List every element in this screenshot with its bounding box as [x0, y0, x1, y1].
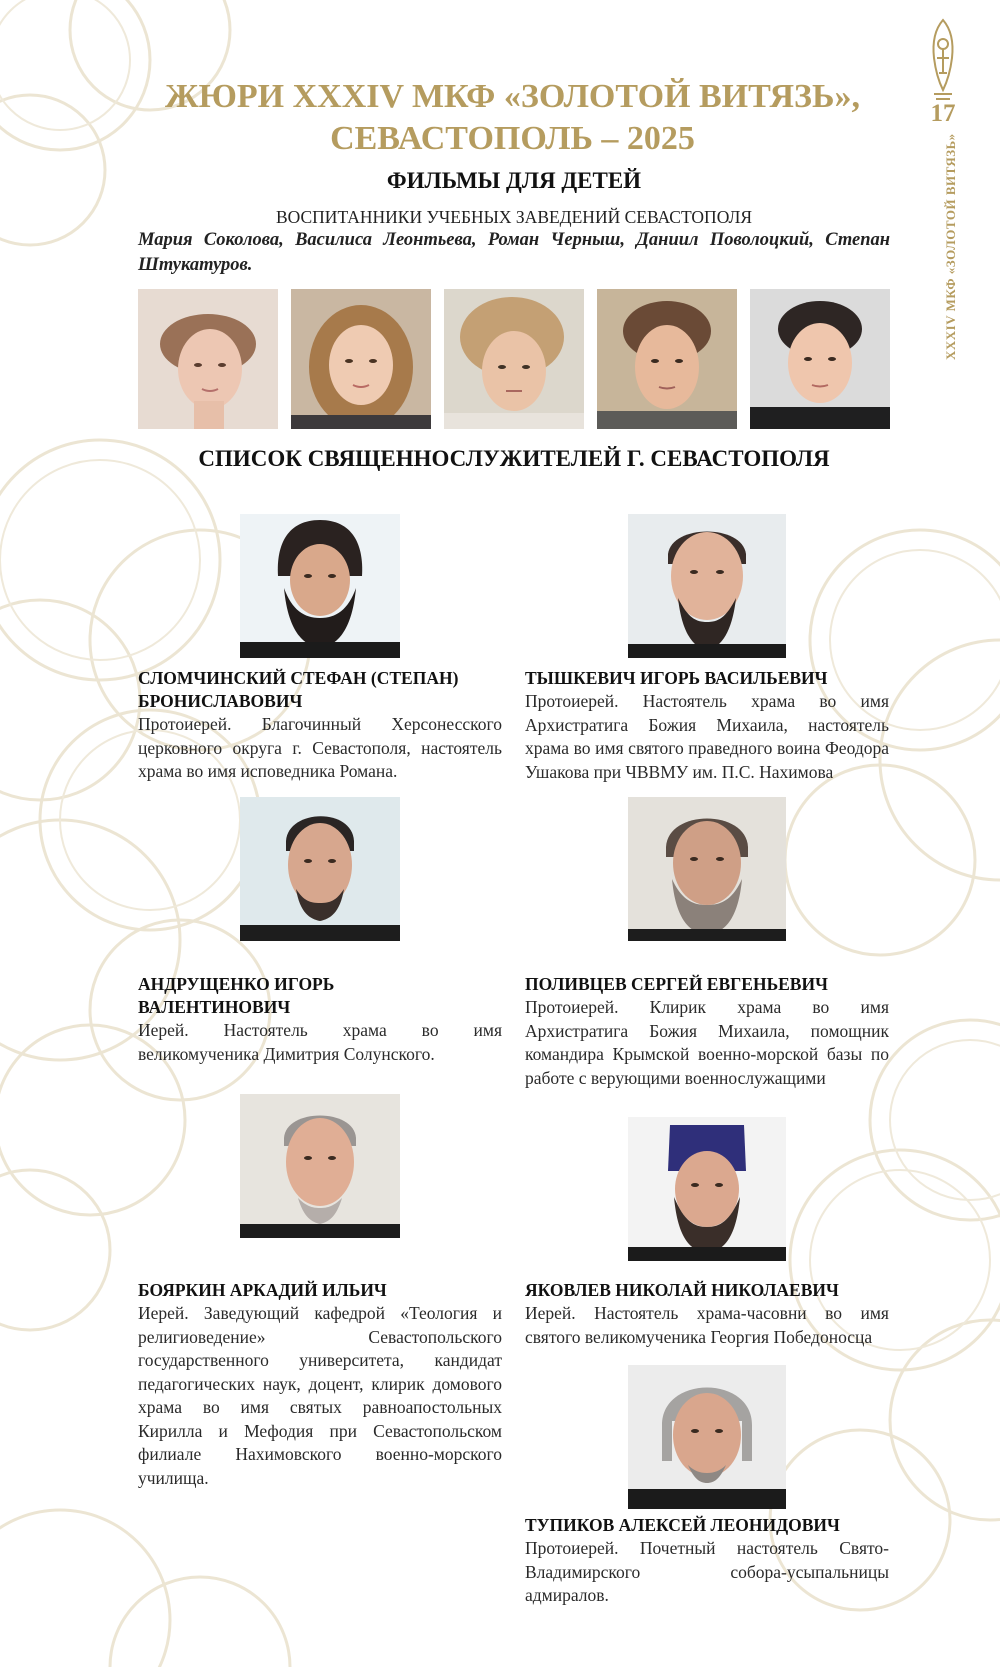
clergy-photo-polivtsev: [628, 797, 786, 941]
clergy-name-yakovlev: ЯКОВЛЕВ НИКОЛАЙ НИКОЛАЕВИЧ: [525, 1280, 839, 1300]
child-photo-4: [597, 289, 737, 429]
clergy-photo-slomchinsky: [240, 514, 400, 658]
clergy-desc-yakovlev: Иерей. Настоятель храма-часовни во имя святого великомученика Георгия Победоносца: [525, 1303, 889, 1347]
clergy-name-tyshkevich: ТЫШКЕВИЧ ИГОРЬ ВАСИЛЬЕВИЧ: [525, 668, 828, 688]
clergy-desc-andrushchenko: Иерей. Настоятель храма во имя великомученика Димитрия Солунского.: [138, 1020, 502, 1064]
clergy-photo-boyarkin: [240, 1094, 400, 1238]
child-photo-2: [291, 289, 431, 429]
clergy-name-andrushchenko: АНДРУЩЕНКО ИГОРЬ ВАЛЕНТИНОВИЧ: [138, 974, 335, 1017]
clergy-desc-tupikov: Протоиерей. Почетный настоятель Свято-Владимирского собора-усыпальницы адмиралов.: [525, 1538, 889, 1605]
child-photo-3: [444, 289, 584, 429]
clergy-name-polivtsev: ПОЛИВЦЕВ СЕРГЕЙ ЕВГЕНЬЕВИЧ: [525, 974, 828, 994]
page-title-line-2: СЕВАСТОПОЛЬ – 2025: [330, 120, 695, 157]
children-section-heading: ФИЛЬМЫ ДЛЯ ДЕТЕЙ: [386, 168, 642, 193]
golden-knight-statuette-icon: [926, 18, 960, 102]
clergy-desc-polivtsev: Протоиерей. Клирик храма во имя Архистратига Божия Михаила, помощник командира Крымской военно-морской базы по работе с верующими военнослужащими: [525, 997, 889, 1088]
child-photo-5: [750, 289, 890, 429]
clergy-photo-yakovlev: [628, 1117, 786, 1261]
page-number: 17: [930, 100, 956, 127]
clergy-desc-slomchinsky: Протоиерей. Благочинный Херсонесского церковного округа г. Севастополя, настоятель храма во имя исповедника Романа.: [138, 714, 502, 781]
clergy-photo-tyshkevich: [628, 514, 786, 658]
clergy-name-boyarkin: БОЯРКИН АРКАДИЙ ИЛЬИЧ: [138, 1280, 387, 1300]
child-photo-1: [138, 289, 278, 429]
children-section-subheading: ВОСПИТАННИКИ УЧЕБНЫХ ЗАВЕДЕНИЙ СЕВАСТОПОЛЯ: [275, 207, 753, 227]
clergy-name-tupikov: ТУПИКОВ АЛЕКСЕЙ ЛЕОНИДОВИЧ: [525, 1515, 840, 1535]
clergy-photo-tupikov: [628, 1365, 786, 1509]
clergy-name-slomchinsky: СЛОМЧИНСКИЙ СТЕФАН (СТЕПАН) БРОНИСЛАВОВИЧ: [138, 668, 459, 711]
page-title: [150, 76, 875, 160]
clergy-section-heading: СПИСОК СВЯЩЕННОСЛУЖИТЕЛЕЙ Г. СЕВАСТОПОЛЯ: [198, 446, 830, 471]
clergy-desc-tyshkevich: Протоиерей. Настоятель храма во имя Архистратига Божия Михаила, настоятель храма во имя святого праведного воина Феодора Ушакова при ЧВВМУ им. П.С. Нахимова: [525, 691, 889, 782]
clergy-photo-andrushchenko: [240, 797, 400, 941]
children-photo-row: [138, 289, 890, 429]
children-names: Мария Соколова, Василиса Леонтьева, Роман Черныш, Даниил Поволоцкий, Степан Штукатуров.: [138, 230, 890, 275]
page-title-line-1: ЖЮРИ XXXIV МКФ «ЗОЛОТОЙ ВИТЯЗЬ»,: [165, 78, 860, 115]
clergy-desc-boyarkin: Иерей. Заведующий кафедрой «Теология и религиоведение» Севастопольского государственного университета, кандидат педагогических наук, доцент, клирик домового храма во имя святых равноапостольных Кирилла и Мефодия при Севастопольском филиале Нахимовского военно-морского училища.: [138, 1303, 502, 1488]
running-title: XXXIV МКФ «ЗОЛОТОЙ ВИТЯЗЬ»: [943, 133, 958, 360]
